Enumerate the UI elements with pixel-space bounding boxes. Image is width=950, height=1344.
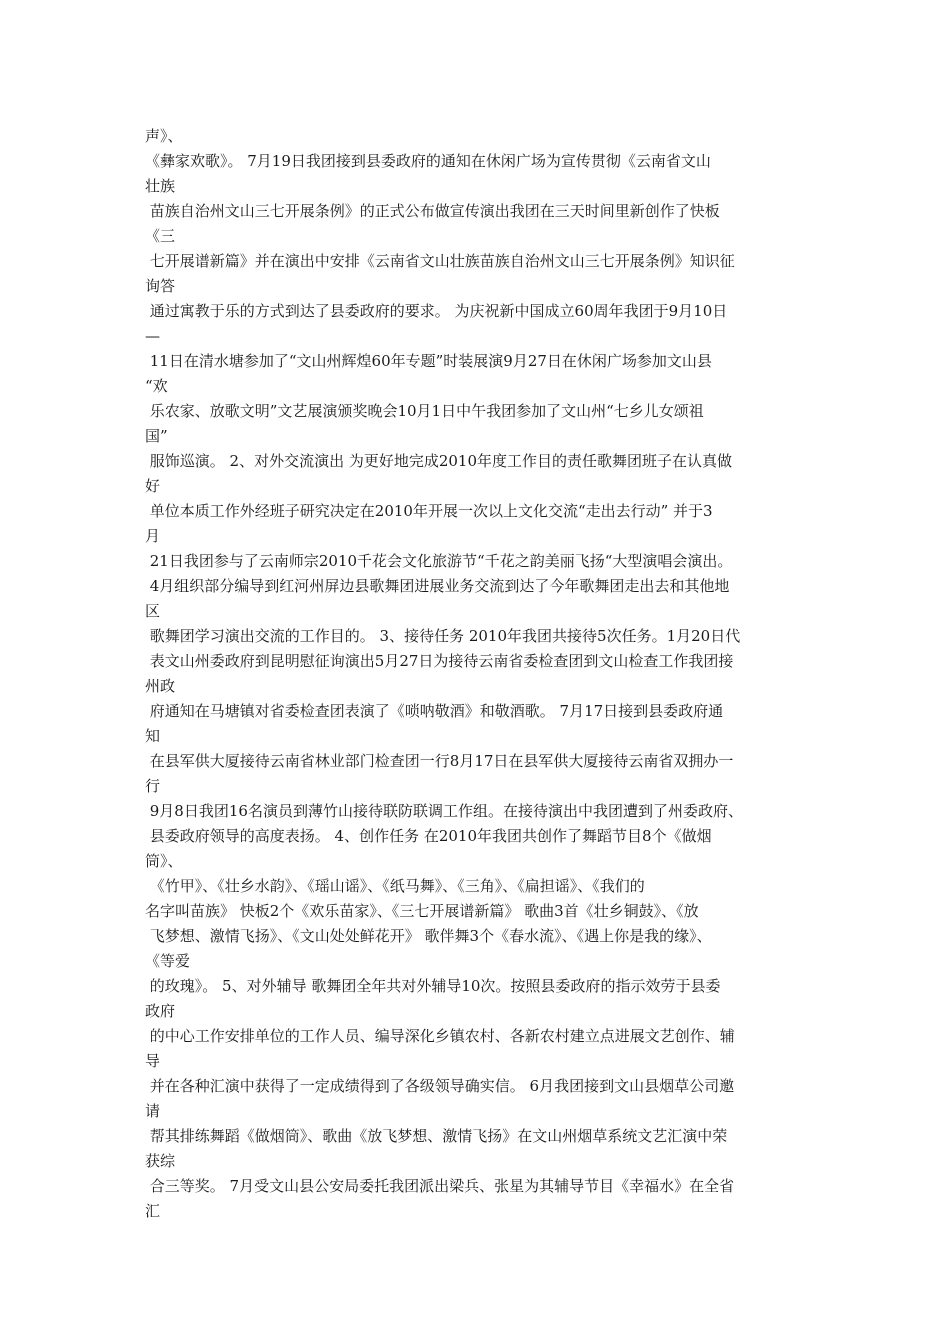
- text-line: 的中心工作安排单位的工作人员、编导深化乡镇农村、各新农村建立点进展文艺创作、辅: [145, 1027, 735, 1045]
- text-line: 帮其排练舞蹈《做烟筒》、歌曲《放飞梦想、激情飞扬》在文山州烟草系统文艺汇演中荣: [145, 1127, 728, 1145]
- text-line: 七开展谱新篇》并在演出中安排《云南省文山壮族苗族自治州文山三七开展条例》知识征: [145, 252, 735, 270]
- text-line: 州政: [145, 677, 176, 695]
- text-line: 歌舞团学习演出交流的工作目的。 3、接待任务 2010年我团共接待5次任务。1月20日代: [145, 627, 741, 645]
- text-line: 获综: [145, 1152, 176, 1170]
- text-line: 表文山州委政府到昆明慰征询演出5月27日为接待云南省委检查团到文山检查工作我团接: [145, 652, 734, 670]
- text-line: 并在各种汇演中获得了一定成绩得到了各级领导确实信。 6月我团接到文山县烟草公司邀: [145, 1077, 735, 1095]
- text-line: 《彝家欢歌》。 7月19日我团接到县委政府的通知在休闲广场为宣传贯彻《云南省文山: [145, 152, 711, 170]
- text-line: 通过寓教于乐的方式到达了县委政府的要求。 为庆祝新中国成立60周年我团于9月10日: [145, 302, 728, 320]
- text-line: 行: [145, 777, 161, 795]
- text-line: 《竹甲》、《壮乡水韵》、《瑶山谣》、《纸马舞》、《三角》、《扁担谣》、《我们的: [145, 877, 645, 895]
- text-line: 政府: [145, 1002, 176, 1020]
- text-line: 好: [145, 477, 161, 495]
- text-line: 导: [145, 1052, 161, 1070]
- text-line: 月: [145, 527, 161, 545]
- text-line: 国”: [145, 427, 168, 445]
- body-text: [145, 124, 825, 1224]
- text-line: “欢: [145, 377, 168, 395]
- text-line: 合三等奖。 7月受文山县公安局委托我团派出梁兵、张星为其辅导节目《幸福水》在全省: [145, 1177, 735, 1195]
- text-line: 请: [145, 1102, 161, 1120]
- text-line: 府通知在马塘镇对省委检查团表演了《唢呐敬酒》和敬酒歌。 7月17日接到县委政府通: [145, 702, 724, 720]
- text-line: 名字叫苗族》 快板2个《欢乐苗家》、《三七开展谱新篇》 歌曲3首《壮乡铜鼓》、《放: [145, 902, 699, 920]
- text-line: 声》、: [145, 127, 183, 145]
- text-line: 《等爱: [145, 952, 191, 970]
- text-line: 苗族自治州文山三七开展条例》的正式公布做宣传演出我团在三天时间里新创作了快板: [145, 202, 720, 220]
- text-line: 乐农家、放歌文明”文艺展演颁奖晚会10月1日中午我团参加了文山州“七乡儿女颂祖: [145, 402, 704, 420]
- text-line: 21日我团参与了云南师宗2010千花会文化旅游节“千花之韵美丽飞扬“大型演唱会演出。: [145, 552, 733, 570]
- text-line: 的玫瑰》。 5、对外辅导 歌舞团全年共对外辅导10次。按照县委政府的指示效劳于县委: [145, 977, 721, 995]
- text-line: 县委政府领导的高度表扬。 4、创作任务 在2010年我团共创作了舞蹈节目8个《做烟: [145, 827, 712, 845]
- text-line: —: [145, 327, 160, 345]
- text-line: 9月8日我团16名演员到薄竹山接待联防联调工作组。在接待演出中我团遭到了州委政府、: [145, 802, 743, 820]
- text-line: 飞梦想、激情飞扬》、《文山处处鲜花开》 歌伴舞3个《春水流》、《遇上你是我的缘》、: [145, 927, 712, 945]
- text-line: 4月组织部分编导到红河州屏边县歌舞团进展业务交流到达了今年歌舞团走出去和其他地: [145, 577, 730, 595]
- text-line: 服饰巡演。 2、对外交流演出 为更好地完成2010年度工作目的责任歌舞团班子在认真做: [145, 452, 733, 470]
- text-line: 11日在清水塘参加了“文山州辉煌60年专题”时装展演9月27日在休闲广场参加文山县: [145, 352, 712, 370]
- text-line: 询答: [145, 277, 176, 295]
- text-line: 在县军供大厦接待云南省林业部门检查团一行8月17日在县军供大厦接待云南省双拥办一: [145, 752, 734, 770]
- text-line: 区: [145, 602, 161, 620]
- text-line: 单位本质工作外经班子研究决定在2010年开展一次以上文化交流“走出去行动” 并于3: [145, 502, 713, 520]
- text-line: 筒》、: [145, 852, 183, 870]
- text-line: 汇: [145, 1202, 161, 1220]
- text-line: 知: [145, 727, 161, 745]
- text-line: 壮族: [145, 177, 176, 195]
- text-line: 《三: [145, 227, 176, 245]
